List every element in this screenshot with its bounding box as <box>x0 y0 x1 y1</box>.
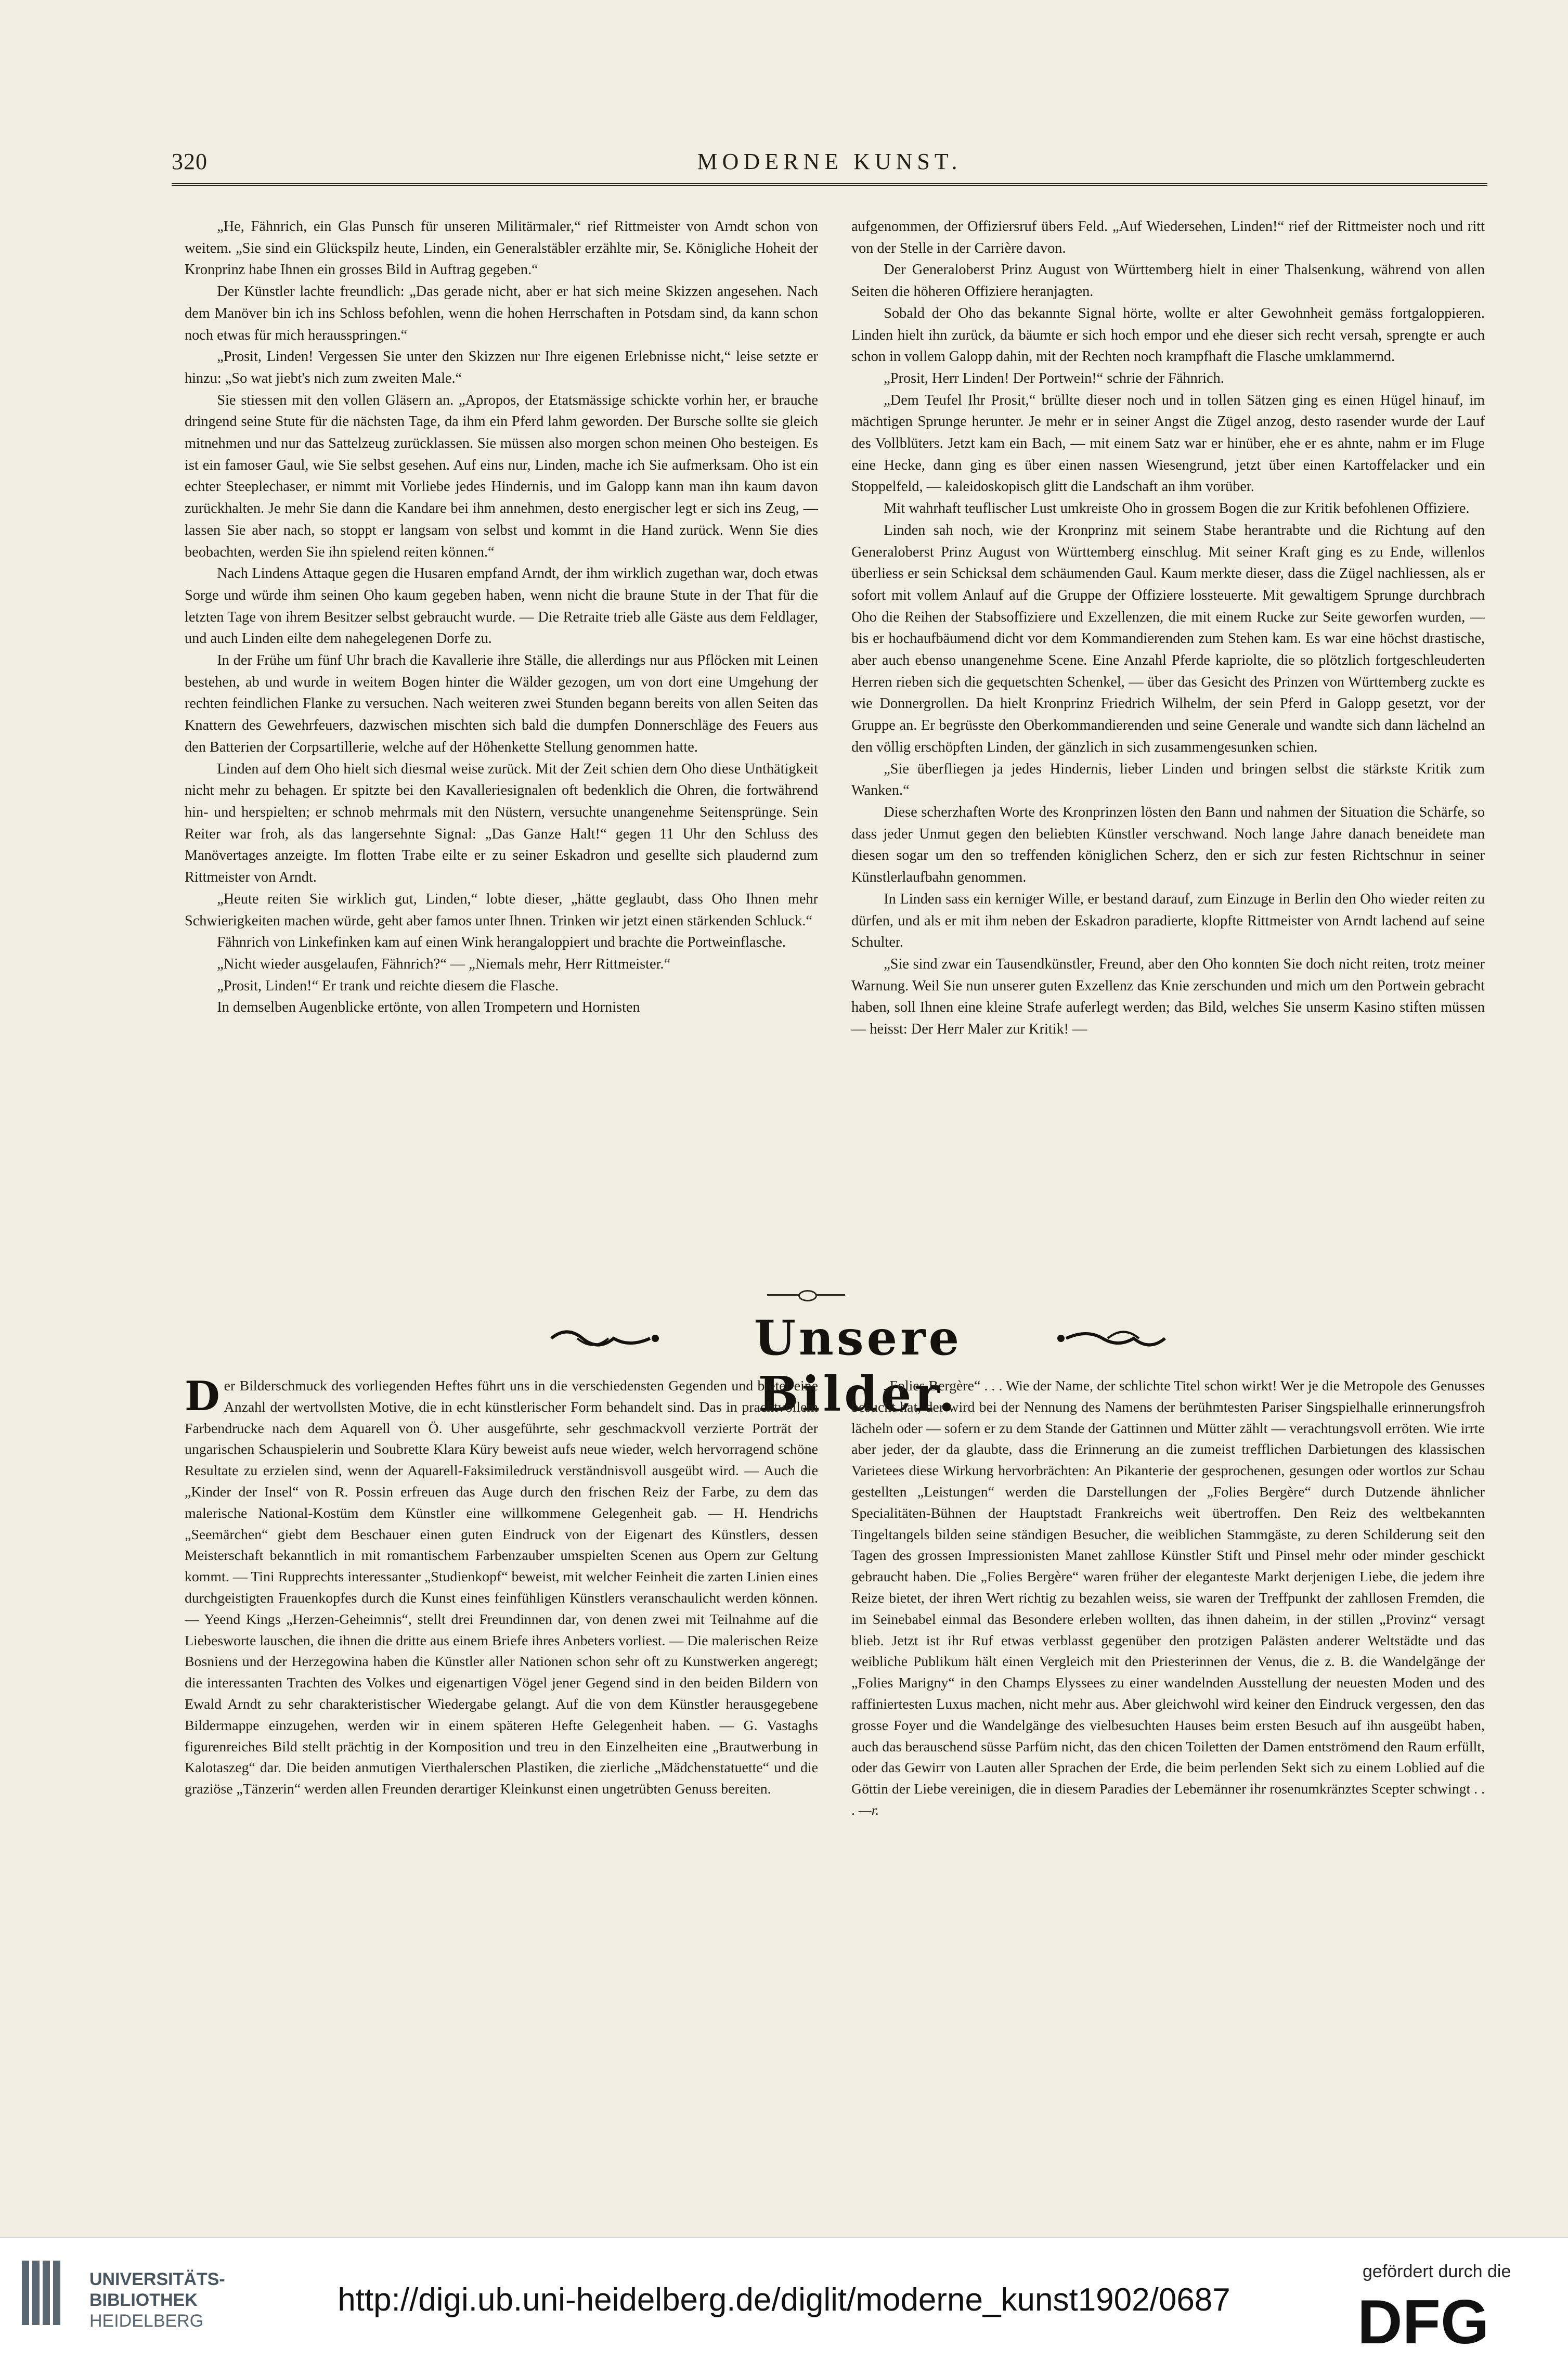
paragraph: In demselben Augenblicke ertönte, von allen Trompetern und Hornisten <box>217 999 640 1016</box>
paragraph: „Dem Teufel Ihr Prosit,“ brüllte dieser noch und in tollen Sätzen ging es einen Hügel hinauf, im mächtigen Sprunge herunter. Je mehr er in seiner Angst die Zügel anzog, desto rasender wurde der Lauf des Vollblüters. Jetzt kam ein Bach, — mit einem Satz war er hinüber, ehe er es ahnte, nahm er im Fluge eine Hecke, dann ging es über einen nassen Wiesengrund, jetzt über einen Kartoffelacker und ein Stoppelfeld, — kaleidoskopisch glitt die Landschaft an ihm vorüber. <box>851 392 1485 495</box>
story-left-column <box>185 216 818 1267</box>
institution-line: BIBLIOTHEK <box>89 2290 198 2310</box>
pictures-left-column <box>185 1376 818 1961</box>
story-right-column <box>851 216 1485 1267</box>
paragraph: „Heute reiten Sie wirklich gut, Linden,“ lobte dieser, „hätte geglaubt, dass Oho Ihnen mehr Schwierigkeiten machen würde, geht aber famos unter Ihnen. Trinken wir jetzt einen stärkenden Schluck.“ <box>185 891 818 929</box>
funding-note: gefördert durch die <box>1363 2262 1511 2281</box>
paragraph: In der Frühe um fünf Uhr brach die Kavallerie ihre Ställe, die allerdings nur aus Pflöcken mit Leinen bestehen, ab und wurde in weitem Bogen hinter die Wälder gezogen, um von dort eine Umgehung der rechten feindlichen Flanke zu versuchen. Nach weiteren zwei Stunden begann bereits von allen Seiten das Knattern des Gewehrfeuers, dazwischen mischten sich bald die dumpfen Donnerschläge des Feuers aus den Batterien der Corpsartillerie, welche auf der Höhenkette Stellung genommen hatte. <box>185 652 818 755</box>
institution-line: HEIDELBERG <box>89 2311 204 2331</box>
paragraph: „Prosit, Linden!“ Er trank und reichte diesem die Flasche. <box>217 977 559 994</box>
paragraph <box>185 1376 818 1800</box>
paragraph: „Sie überfliegen ja jedes Hindernis, lieber Linden und bringen selbst die stärkste Kritik zum Wanken.“ <box>851 760 1485 799</box>
section-separator-ornament <box>767 1289 845 1300</box>
page-header <box>172 148 1487 179</box>
paragraph: Linden sah noch, wie der Kronprinz mit seinem Stabe herantrabte und die Richtung auf den Generaloberst Prinz August von Württemberg einschlug. Mit seiner Kraft ging es zu Ende, willenlos überliess er sein Schicksal dem schäumenden Gaul. Kaum merkte dieser, dass die Zügel nachliessen, als er sofort mit vollem Anlauf auf die Gruppe der Offiziere lossteuerte. Mit gewaltigem Sprunge durchbrach Oho die Reihen der Stabsoffiziere und Exzellenzen, die mit einem Rucke zur Seite geworfen wurden, — bis er hochaufbäumend dicht vor dem Kommandierenden zum Stehen kam. Es war eine höchst drastische, aber auch ebenso unangenehme Scene. Eine Anzahl Pferde kapriolte, die so plötzlich fortgeschleuderten Herren rieben sich die gequetschten Schenkel, — über das Gesicht des Prinzen von Württemberg zuckte es wie Donnergrollen. Da hielt Kronprinz Friedrich Wilhelm, der sein Pferd in Galopp gesetzt, vor der Gruppe an. Er begrüsste den Oberkommandierenden und seine Generale und wandte sich dann lächelnd an den völlig erschöpften Linden, der gänzlich in sich zusammengesunken schien. <box>851 522 1485 755</box>
paragraph: „He, Fähnrich, ein Glas Punsch für unseren Militärmaler,“ rief Rittmeister von Arndt schon von weitem. „Sie sind ein Glückspilz heute, Linden, ein Generalstäbler erzählte mir, Se. Königliche Hoheit der Kronprinz habe Ihnen ein grosses Bild in Auftrag gegeben.“ <box>185 218 818 278</box>
source-url-link[interactable]: http://digi.ub.uni-heidelberg.de/diglit/moderne_kunst1902/0687 <box>338 2282 1230 2318</box>
paragraph: „Sie sind zwar ein Tausendkünstler, Freund, aber den Oho konnten Sie doch nicht reiten, trotz meiner Warnung. Weil Sie nun unserer guten Exzellenz das Knie zerschunden und mich um den Portwein gebracht haben, soll Ihnen eine kleine Strafe auferlegt werden; das Bild, welches Sie unserm Kasino stiften müssen — heisst: Der Herr Maler zur Kritik! — <box>851 956 1485 1038</box>
funder-logo-text: DFG <box>1357 2289 1489 2351</box>
section-heading <box>546 1310 1170 1422</box>
paragraph: Fähnrich von Linkefinken kam auf einen Wink herangaloppiert und brachte die Portweinflasche. <box>217 934 786 951</box>
running-title: MODERNE KUNST. <box>697 149 962 174</box>
paragraph: Nach Lindens Attaque gegen die Husaren empfand Arndt, der ihm wirklich zugethan war, doch etwas Sorge und würde ihm seinen Oho kaum gegeben haben, wenn nicht die braune Stute in der That für die letzten Tage von ihrem Besitzer selbst gebraucht wurde. — Die Retraite trieb alle Gäste aus dem Feldlager, und auch Linden eilte dem nahegelegenen Dorfe zu. <box>185 565 818 647</box>
paragraph-text: er Bilderschmuck des vorliegenden Heftes führt uns in die verschiedensten Gegenden und bietet eine Anzahl der wertvollsten Motive, die in echt künstlerischer Form behandelt sind. Das in prachtvollem Farbendrucke nach dem Aquarell von Ö. Uher ausgeführte, sehr geschmackvoll verzierte Porträt der ungarischen Schauspielerin und Soubrette Klara Küry beweist aufs neue wieder, welch hervorragend schöne Resultate zu erzielen sind, wenn der Aquarell-Faksimiledruck verständnisvoll ausgeübt wird. — Auch die „Kinder der Insel“ von R. Possin erfreuen das Auge durch den frischen Reiz der Farbe, zu dem das malerische National-Kostüm dem Künstler eine willkommene Gelegenheit gab. — H. Hendrichs „Seemärchen“ giebt dem Beschauer einen guten Eindruck von der Eigenart des Künstlers, dessen Meisterschaft bekanntlich in mit romantischem Farbenzauber umspielten Scenen aus Opern zur Geltung kommt. — Tini Rupprechts interessanter „Studienkopf“ beweist, mit welcher Feinheit die zarten Linien eines durchgeistigten Frauenkopfes durch die Kunst eines feinfühligen Künstlers veranschaulicht werden können. — Yeend Kings „Herzen-Geheimnis“, stellt drei Freundinnen dar, von denen zwei mit Teilnahme auf die Liebesworte lauschen, die ihnen die dritte aus einem Briefe ihres Anbeters vorliest. — Die malerischen Reize Bosniens und der Herzegowina haben die Künstler aller Nationen schon sehr oft zu Kunstwerken angeregt; die interessanten Trachten des Volkes und eigenartigen Vögel jener Gegend sind in den beiden Bildern von Ewald Arndt zu sehr charakteristischer Wiedergabe gelangt. Auf die von dem Künstler herausgegebene Bildermappe einzugehen, werden wir in einem späteren Hefte Gelegenheit haben. — G. Vastaghs figurenreiches Bild stellt prächtig in der Komposition und treu in den Einzelheiten eine „Brautwerbung in Kalotaszeg“ dar. Die beiden anmutigen Vierthalerschen Plastiken, die zierliche „Mädchenstatuette“ und die graziöse „Tänzerin“ werden allen Freunden derartiger Kleinkunst einen ungetrübten Genuss bereiten. <box>185 1378 818 1798</box>
paragraph: Sobald der Oho das bekannte Signal hörte, wollte er alter Gewohnheit gemäss fortgaloppieren. Linden hielt ihn zurück, da bäumte er sich hoch empor und ehe dieser sich recht versah, sprengte er auch schon in vollem Galopp dahin, mit der Rechten noch krampfhaft die Flasche umklammernd. <box>851 305 1485 365</box>
section-title: Unsere Bilder. <box>754 1310 963 1422</box>
paragraph: „Prosit, Linden! Vergessen Sie unter den Skizzen nur Ihre eigenen Erlebnisse nicht,“ leise setzte er hinzu: „So wat jiebt's nich zum zweiten Male.“ <box>185 349 818 386</box>
dfg-logo-icon <box>1357 2289 1529 2351</box>
paragraph: „Prosit, Herr Linden! Der Portwein!“ schrie der Fähnrich. <box>884 370 1224 386</box>
drop-cap: D <box>185 1376 220 1420</box>
right-flourish-ornament <box>1056 1323 1170 1354</box>
digitization-footer <box>0 2237 1568 2361</box>
paragraph: Der Künstler lachte freundlich: „Das gerade nicht, aber er hat sich meine Skizzen angesehen. Nach dem Manöver bin ich ins Schloss befohlen, wenn die hohen Herrschaften in Potsdam sind, da kann schon noch etwas für mich herausspringen.“ <box>185 283 818 343</box>
paragraph: Diese scherzhaften Worte des Kronprinzen lösten den Bann und nahmen der Situation die Schärfe, so dass jeder Unmut gegen den beliebten Künstler verschwand. Noch lange Jahre danach beneidete man diesen sogar um den so treffenden königlichen Scherz, den er sich zur festen Richtschnur in seiner Künstlerlaufbahn genommen. <box>851 804 1485 886</box>
header-rule <box>172 183 1487 186</box>
paragraph: Sie stiessen mit den vollen Gläsern an. „Apropos, der Etatsmässige schickte vorhin her, er brauche dringend seine Stute für die nächsten Tage, da ihm ein Pferd lahm geworden. Der Bursche sollte sie gleich mitnehmen und nur das Sattelzeug zurücklassen. Sie müssen also morgen schon meinen Oho besteigen. Es ist ein famoser Gaul, wie Sie selbst gesehen. Auf eins nur, Linden, mache ich Sie aufmerksam. Oho ist ein echter Steeplechaser, er nimmt mit Vorliebe jedes Hindernis, und im Galopp kann man ihn kaum davon zurückhalten. Je mehr Sie dann die Kandare bei ihm annehmen, desto energischer legt er sich ins Zeug, — lassen Sie aber nach, so stoppt er langsam von selbst und kommt in die Hand zurück. Wenn Sie dies beobachten, werden Sie ihn spielend reiten können.“ <box>185 392 818 560</box>
paragraph: Linden auf dem Oho hielt sich diesmal weise zurück. Mit der Zeit schien dem Oho diese Unthätigkeit nicht mehr zu behagen. Er spitzte bei den Kavalleriesignalen oft bedenklich die Ohren, die fortwährend hin- und herspielten; er schnob mehrmals mit den Nüstern, versuchte unangenehme Seitensprünge. Sein Reiter war froh, als das langersehnte Signal: „Das Ganze Halt!“ gegen 11 Uhr den Schluss des Manövertages anzeigte. Im flotten Trabe eilte er zu seiner Eskadron und gesellte sich plaudernd zum Rittmeister von Arndt. <box>185 760 818 886</box>
author-signature: —r. <box>858 1802 879 1818</box>
paragraph-text: „Folies Bergère“ . . . Wie der Name, der schlichte Titel schon wirkt! Wer je die Metropole des Genusses besucht hat, der wird bei der Nennung des Namens der berühmtesten Pariser Singspielhalle erinnerungsfroh lächeln oder — sofern er zu dem Stande der Gattinnen und Mütter zählt — verachtungsvoll erröten. Wie irrte aber jeder, der da glaubte, dass die Erinnerung an die zumeist trefflichen Darbietungen des klassischen Varietees diese Wirkung hervorbrächten: An Pikanterie der gesprochenen, gesungen oder wortlos zur Schau gestellten „Leistungen“ werden die Darstellungen der „Folies Bergère“ durch Dutzende ähnlicher Specialitäten-Bühnen der Hauptstadt Frankreichs weit übertroffen. Den Reiz des weltbekannten Tingeltangels bilden seine ständigen Besucher, die weiblichen Stammgäste, zu deren Schilderung seit den Tagen des grossen Impressionisten Manet zahllose Künstler Stift und Pinsel mehr oder minder geschickt gebraucht haben. Die „Folies Bergère“ waren früher der eleganteste Markt derjenigen Liebe, die jedem ihre Reize bietet, der ihren Wert richtig zu bezahlen weiss, sie waren der Treffpunkt der zahllosen Fremden, die im Seinebabel einmal das Besondere erleben wollten, das ihnen daheim, in der stillen „Provinz“ versagt blieb. Jetzt ist ihr Ruf etwas verblasst gegenüber den protzigen Palästen anderer Weltstädte und das weibliche Publikum hält einen Vergleich mit den Priesterinnen der Venus, die z. B. die Wandelgänge der „Folies Marigny“ in den Champs Elyssees zu einer wandelnden Ausstellung der neuesten Moden und des raffiniertesten Luxus machen, nicht mehr aus. Aber gleichwohl wird keiner den Eindruck vergessen, den das grosse Foyer und die Wandelgänge des vielbesuchten Hauses beim ersten Besuch auf ihn ausgeübt haben, auch das berauschend süsse Parfüm nicht, das den chicen Toiletten der Damen entströmend den Raum erfüllt, oder das Gewirr von Lauten aller Sprachen der Erde, die beim perlenden Sekt sich zu einem Loblied auf die Göttin der Liebe vereinigen, die in diesem Paradies der Lebemänner ihr rosenumkränztes Scepter schwingt . . . <box>851 1378 1485 1818</box>
paragraph: Der Generaloberst Prinz August von Württemberg hielt in einer Thalsenkung, während von allen Seiten die höheren Offiziere heranjagten. <box>851 262 1485 300</box>
paragraph: Mit wahrhaft teuflischer Lust umkreiste Oho in grossem Bogen die zur Kritik befohlenen Offiziere. <box>884 500 1470 517</box>
paragraph: „Nicht wieder ausgelaufen, Fähnrich?“ — „Niemals mehr, Herr Rittmeister.“ <box>217 956 671 972</box>
page-number: 320 <box>172 149 208 174</box>
paragraph <box>851 1376 1485 1822</box>
paragraph: In Linden sass ein kerniger Wille, er bestand darauf, zum Einzuge in Berlin den Oho wieder reiten zu dürfen, und als er mit ihm neben der Eskadron paradierte, klopfte Rittmeister von Arndt lachend auf seine Schulter. <box>851 891 1485 951</box>
left-flourish-ornament <box>546 1323 660 1354</box>
institution-line: UNIVERSITÄTS- <box>89 2269 225 2289</box>
paragraph: aufgenommen, der Offiziersruf übers Feld. „Auf Wiedersehen, Linden!“ rief der Rittmeister noch und ritt von der Stelle in der Carrière davon. <box>851 218 1485 256</box>
pictures-right-column <box>851 1376 1485 1961</box>
